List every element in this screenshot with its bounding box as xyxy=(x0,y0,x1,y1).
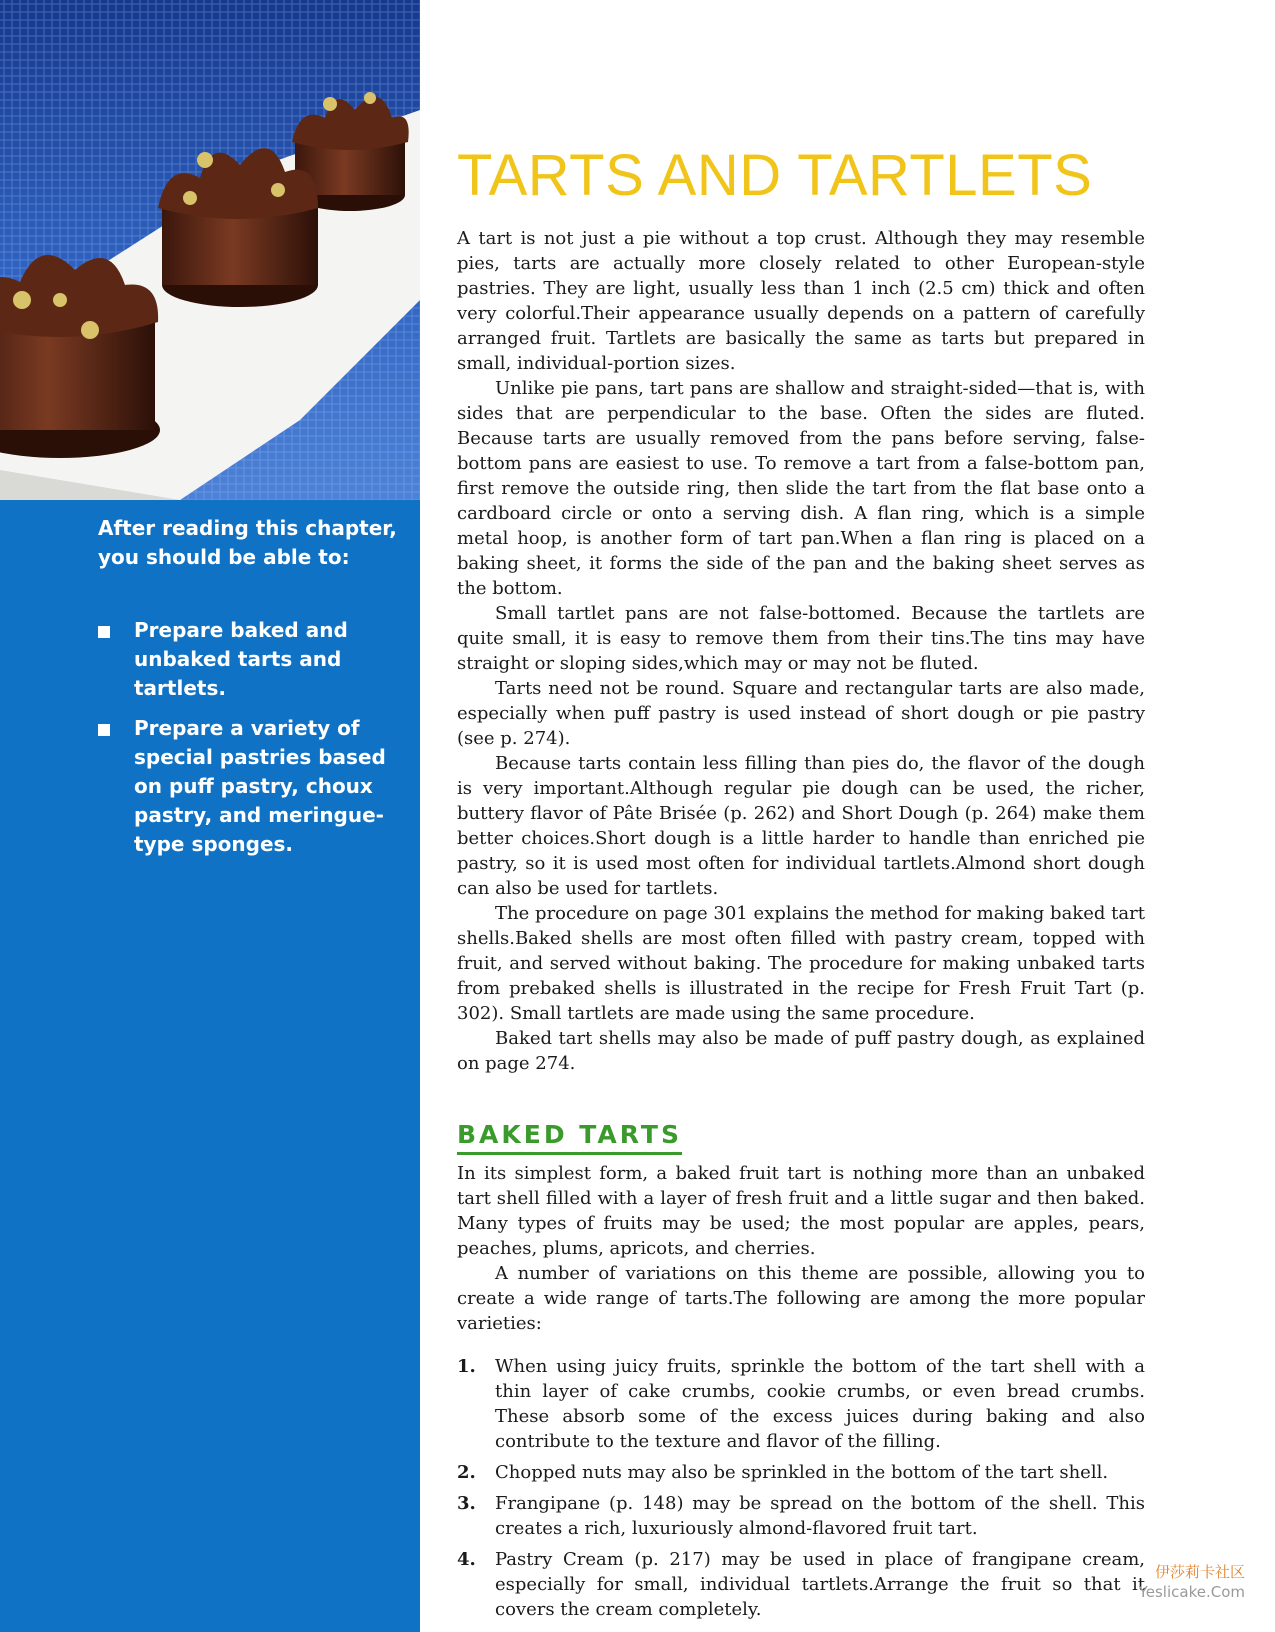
list-text: When using juicy fruits, sprinkle the bottom of the tart shell with a thin layer of cake crumbs, cookie crumbs, or even bread crumbs. These absorb some of the excess juices during baking and also contribute to the texture and flavor of the filling. xyxy=(495,1356,1145,1452)
main-content xyxy=(457,138,1145,1628)
body-paragraph: A number of variations on this theme are possible, allowing you to create a wide range of tarts.The following are among the more popular varieties: xyxy=(457,1263,1145,1334)
body-paragraph: A tart is not just a pie without a top crust. Although they may resemble pies, tarts are actually more closely related to other European-style pastries. They are light, usually less than 1 inch (2.5 cm) thick and often very colorful.Their appearance usually depends on a pattern of carefully arranged fruit. Tartlets are basically the same as tarts but prepared in small, individual-portion sizes. xyxy=(457,228,1145,374)
list-text: Chopped nuts may also be sprinkled in the bottom of the tart shell. xyxy=(495,1462,1109,1483)
section-heading: BAKED TARTS xyxy=(457,1120,682,1155)
body-paragraph: Baked tart shells may also be made of puff pastry dough, as explained on page 274. xyxy=(457,1028,1145,1074)
body-paragraph: Small tartlet pans are not false-bottomed. Because the tartlets are quite small, it is easy to remove them from their tins.The tins may have straight or sloping sides,which may or may not be fluted. xyxy=(457,603,1145,674)
list-item xyxy=(457,1491,1145,1541)
variations-list xyxy=(457,1354,1145,1622)
list-item xyxy=(457,1354,1145,1454)
watermark-cn: 伊莎莉卡社区 xyxy=(1154,1563,1245,1581)
objective-item xyxy=(98,714,408,859)
body-paragraph: In its simplest form, a baked fruit tart is nothing more than an unbaked tart shell filled with a layer of fresh fruit and a little sugar and then baked. Many types of fruits may be used; the most popular are apples, pears, peaches, plums, apricots, and cherries. xyxy=(457,1163,1145,1259)
body-paragraph: Unlike pie pans, tart pans are shallow and straight-sided—that is, with sides that are perpendicular to the base. Often the sides are fluted. Because tarts are usually removed from the pans before serving, false-bottom pans are easiest to use. To remove a tart from a false-bottom pan, first remove the outside ring, then slide the tart from the flat base onto a cardboard circle or onto a serving dish. A flan ring, which is a simple metal hoop, is another form of tart pan.When a flan ring is placed on a baking sheet, it forms the side of the pan and the baking sheet serves as the bottom. xyxy=(457,378,1145,599)
list-item xyxy=(457,1547,1145,1622)
objectives-intro: After reading this chapter, you should be able to: xyxy=(98,516,397,569)
list-text: Frangipane (p. 148) may be spread on the bottom of the shell. This creates a rich, luxuriously almond-flavored fruit tart. xyxy=(495,1493,1145,1539)
list-number: 2. xyxy=(457,1462,476,1483)
chapter-title: TARTS AND TARTLETS xyxy=(457,143,1093,208)
body-paragraph: Tarts need not be round. Square and rectangular tarts are also made, especially when puff pastry is used instead of short dough or pie pastry (see p. 274). xyxy=(457,678,1145,749)
square-bullet-icon xyxy=(98,724,110,736)
objective-item xyxy=(98,616,408,703)
objective-text: Prepare a variety of special pastries based on puff pastry, choux pastry, and meringue-type sponges. xyxy=(134,716,386,856)
list-number: 1. xyxy=(457,1356,476,1377)
body-paragraph: The procedure on page 301 explains the method for making baked tart shells.Baked shells are most often filled with pastry cream, topped with fruit, and served without baking. The procedure for making unbaked tarts from prebaked shells is illustrated in the recipe for Fresh Fruit Tart (p. 302). Small tartlets are made using the same procedure. xyxy=(457,903,1145,1024)
objectives-sidebar xyxy=(0,500,420,1632)
body-paragraph: Because tarts contain less filling than pies do, the flavor of the dough is very important.Although regular pie dough can be used, the richer, buttery flavor of Pâte Brisée (p. 262) and Short Dough (p. 264) make them better choices.Short dough is a little harder to handle than enriched pie pastry, so it is used most often for individual tartlets.Almond short dough can also be used for tartlets. xyxy=(457,753,1145,899)
square-bullet-icon xyxy=(98,626,110,638)
objectives-list xyxy=(98,616,408,870)
list-item xyxy=(457,1460,1145,1485)
tartlets-illustration xyxy=(0,0,420,500)
site-watermark xyxy=(1139,1562,1245,1602)
watermark-en: Yeslicake.Com xyxy=(1138,1583,1245,1601)
chocolate-tartlets-photo xyxy=(0,0,420,500)
objective-text: Prepare baked and unbaked tarts and tartlets. xyxy=(134,618,348,700)
list-number: 3. xyxy=(457,1493,476,1514)
list-text: Pastry Cream (p. 217) may be used in place of frangipane cream, especially for small, individual tartlets.Arrange the fruit so that it covers the cream completely. xyxy=(495,1549,1145,1620)
list-number: 4. xyxy=(457,1549,476,1570)
